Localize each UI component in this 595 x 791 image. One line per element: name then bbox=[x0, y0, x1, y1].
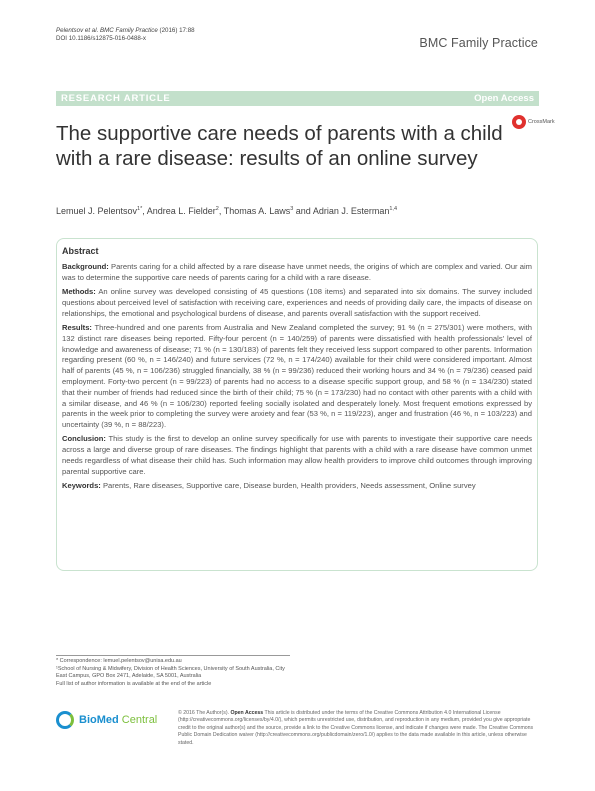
open-access-note: Open Access bbox=[230, 710, 264, 716]
publisher-name bbox=[79, 714, 157, 726]
publisher-name-second: Central bbox=[118, 714, 158, 726]
abstract-conclusion bbox=[62, 434, 532, 477]
copyright-notice bbox=[178, 710, 540, 747]
crossmark-label: CrossMark bbox=[528, 119, 555, 125]
section-label: Methods: bbox=[62, 287, 96, 297]
author-affiliation-mark: 2 bbox=[215, 206, 219, 212]
section-text: Parents caring for a child affected by a rare disease have unmet needs, the origins of which are complex and varied. Our aim was to determine the supportive care needs of parents caring for a child with a rare disease. bbox=[62, 262, 532, 282]
article-type-label: RESEARCH ARTICLE bbox=[61, 93, 171, 104]
abstract-results bbox=[62, 323, 532, 431]
citation-journal: Pelentsov et al. BMC Family Practice bbox=[56, 27, 158, 34]
crossmark-icon bbox=[512, 115, 526, 129]
crossmark-badge[interactable] bbox=[512, 115, 555, 125]
open-access-label: Open Access bbox=[474, 93, 534, 104]
author-name[interactable]: , Thomas A. Laws bbox=[218, 206, 291, 216]
author-info-note: Full list of author information is available at the end of the article bbox=[56, 680, 212, 687]
section-text: Parents, Rare diseases, Supportive care, Disease burden, Health providers, Needs assessment, Online survey bbox=[100, 481, 476, 491]
author-name[interactable]: , Andrea L. Fielder bbox=[142, 206, 216, 216]
section-text: This study is the first to develop an online survey specifically for use with parents to investigate their supportive care needs across a large and diverse group of rare diseases. The findings highlight that parents with a child with a rare disease have common unmet needs regardless of what disease their child has. Such information may allow health providers to improve child outcomes through improving parental supportive care. bbox=[62, 434, 532, 476]
author-affiliation-mark: 1* bbox=[137, 206, 143, 212]
section-text: An online survey was developed consisting of 45 questions (108 items) and separated into six domains. The survey included questions about perceived level of satisfaction with receiving care, experiences and needs of providing daily care, the impacts of disease on relationships, the emotional and psychological burdens of disease, and parents overall satisfaction with the support received. bbox=[62, 287, 532, 318]
section-label: Background: bbox=[62, 262, 109, 271]
article-type-bar bbox=[56, 91, 539, 106]
correspondence-note: * Correspondence: lemuel.pelentsov@unisa.edu.au bbox=[56, 658, 182, 664]
abstract-background bbox=[62, 262, 532, 284]
license-text: This article is distributed under the terms of the Creative Commons Attribution 4.0 International License (http://creativecommons.org/licenses/by/4.0/), which permits unrestricted use, distribution, and reproduction in any medium, provided you give appropriate credit to the original author(s) and the source, provide a link to the Creative Commons license, and indicate if changes were made. The Creative Commons Public Domain Dedication waiver (http://creativecommons.org/publicdomain/zero/1.0/) applies to the data made available in this article, unless otherwise stated. bbox=[178, 710, 534, 746]
publisher-name-main: BioMed bbox=[79, 714, 119, 726]
section-label: Keywords: bbox=[62, 481, 101, 491]
section-label: Results: bbox=[62, 322, 92, 332]
abstract-keywords bbox=[62, 481, 532, 492]
section-label: Conclusion: bbox=[62, 434, 106, 444]
author-list bbox=[56, 206, 397, 216]
biomed-central-icon bbox=[56, 711, 74, 729]
doi-link[interactable]: DOI 10.1186/s12875-016-0488-x bbox=[56, 35, 147, 42]
author-name[interactable]: and Adrian J. Esterman bbox=[293, 206, 390, 216]
copyright-year: © 2016 The Author(s). bbox=[178, 710, 231, 716]
author-affiliation-mark: 3 bbox=[290, 206, 294, 212]
footnotes bbox=[56, 658, 292, 688]
author-name[interactable]: Lemuel J. Pelentsov bbox=[56, 206, 138, 216]
citation-volume: (2016) 17:88 bbox=[157, 27, 195, 34]
footnote-divider bbox=[56, 655, 290, 656]
affiliation-note: ¹School of Nursing & Midwifery, Division of Health Sciences, University of South Australia, City East Campus, GPO Box 2471, Adelaide, SA 5001, Australia bbox=[56, 665, 285, 680]
abstract-body bbox=[62, 262, 532, 495]
article-title: The supportive care needs of parents with a child with a rare disease: results of an online survey bbox=[56, 122, 503, 170]
section-text: Three-hundred and one parents from Australia and New Zealand completed the survey; 91 % (n = 275/301) were mothers, with 132 distinct rare diseases being reported. Fifty-four percent (n = 140/259) of parents were dissatisfied with health professionals' level of knowledge and awareness of disease; 71 % (n = 130/183) of parents felt they received less support compared to other parents. Information regarding present (60 %, n = 146/240) and future services (72 %, n = 174/240) available for their child were considered important. Almost half of parents (45 %, n = 106/236) struggled financially, 38 % (n = 99/236) reduced their working hours and 34 % (n = 79/236) ceased paid employment. Forty-two percent (n = 99/223) of parents had no access to a disease specific support group, and 58 % (n = 134/230) stated that their number of friends had reduced since the birth of their child; 75 % (n = 173/230) had no contact with other parents with a child with a similar disease, and 46 % (n = 106/230) reported feeling socially isolated and desperately lonely. Most frequent emotions expressed by parents in the week prior to completing the survey were anxiety and fear (53 %, n = 119/223), anger and frustration (46 %, n = 103/223) and uncertainty (39 %, n = 88/223). bbox=[62, 322, 532, 430]
abstract-heading: Abstract bbox=[62, 246, 99, 256]
author-affiliation-mark: 1,4 bbox=[389, 206, 398, 212]
journal-name: BMC Family Practice bbox=[419, 36, 538, 50]
citation-header bbox=[56, 27, 195, 43]
abstract-methods bbox=[62, 287, 532, 319]
